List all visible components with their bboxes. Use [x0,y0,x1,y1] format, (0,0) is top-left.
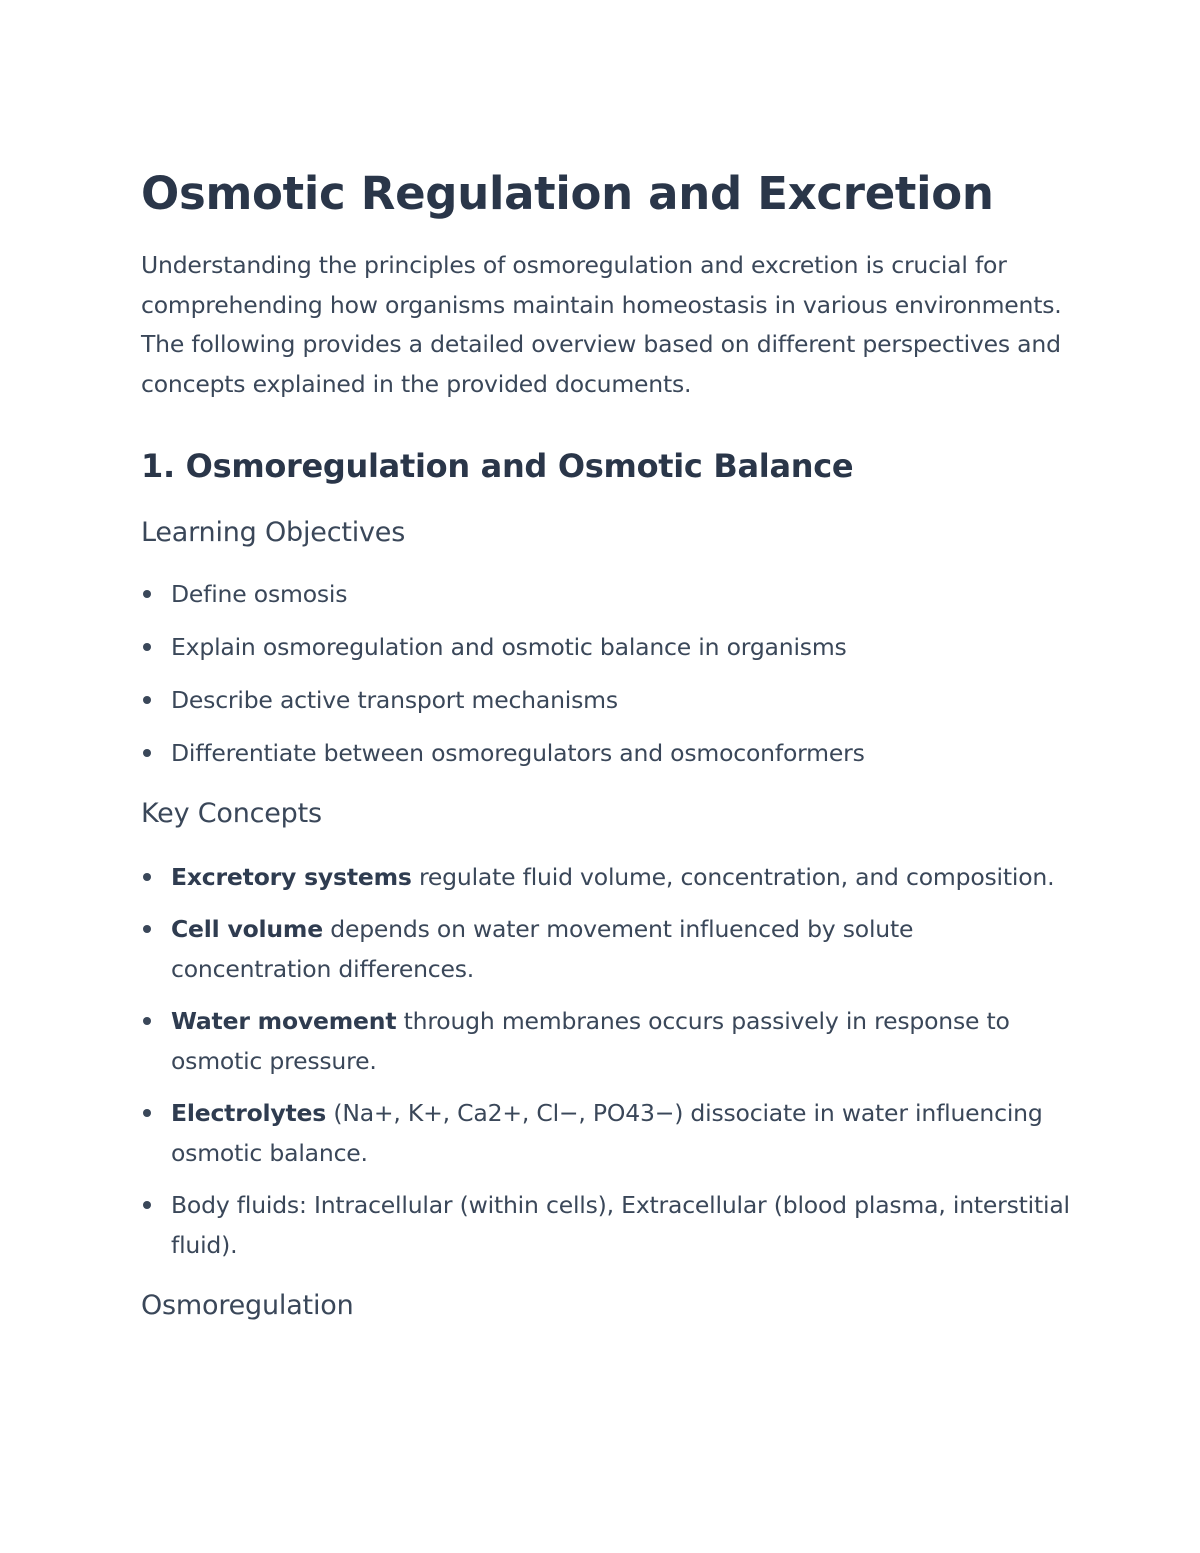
concept-text: regulate fluid volume, concentration, and composition. [411,863,1055,891]
concept-term: Electrolytes [171,1099,327,1127]
list-item: Explain osmoregulation and osmotic balance in organisms [141,627,1071,667]
concept-term: Excretory systems [171,863,412,891]
list-item [141,1001,1071,1081]
document-page [141,160,1071,1325]
concept-text: depends on water movement influenced by solute concentration differences. [171,915,914,983]
intro-paragraph: Understanding the principles of osmoregulation and excretion is crucial for comprehending how organisms maintain homeostasis in various environments. The following provides a detailed overview based on different perspectives and concepts explained in the provided documents. [141,251,1062,398]
osmoregulation-heading: Osmoregulation [141,1290,354,1321]
learning-objectives-heading: Learning Objectives [141,517,406,548]
list-item: Define osmosis [141,574,1071,614]
concept-text: Body fluids: Intracellular (within cells), Extracellular (blood plasma, interstitial fluid). [171,1191,1070,1259]
concept-text: through membranes occurs passively in response to osmotic pressure. [171,1007,1010,1075]
list-item [141,1093,1071,1173]
key-concepts-heading: Key Concepts [141,798,322,829]
list-item [141,857,1071,897]
list-item: Differentiate between osmoregulators and osmoconformers [141,733,1071,773]
document-title: Osmotic Regulation and Excretion [141,167,994,220]
concept-text: (Na+, K+, Ca2+, Cl−, PO43−) dissociate in water influencing osmotic balance. [171,1099,1043,1167]
concept-term: Water movement [171,1007,397,1035]
list-item [141,909,1071,989]
section-heading: 1. Osmoregulation and Osmotic Balance [141,447,854,485]
learning-objectives-list [141,574,1071,773]
concept-term: Cell volume [171,915,323,943]
key-concepts-list [141,857,1071,1265]
list-item [141,1185,1071,1265]
list-item: Describe active transport mechanisms [141,680,1071,720]
